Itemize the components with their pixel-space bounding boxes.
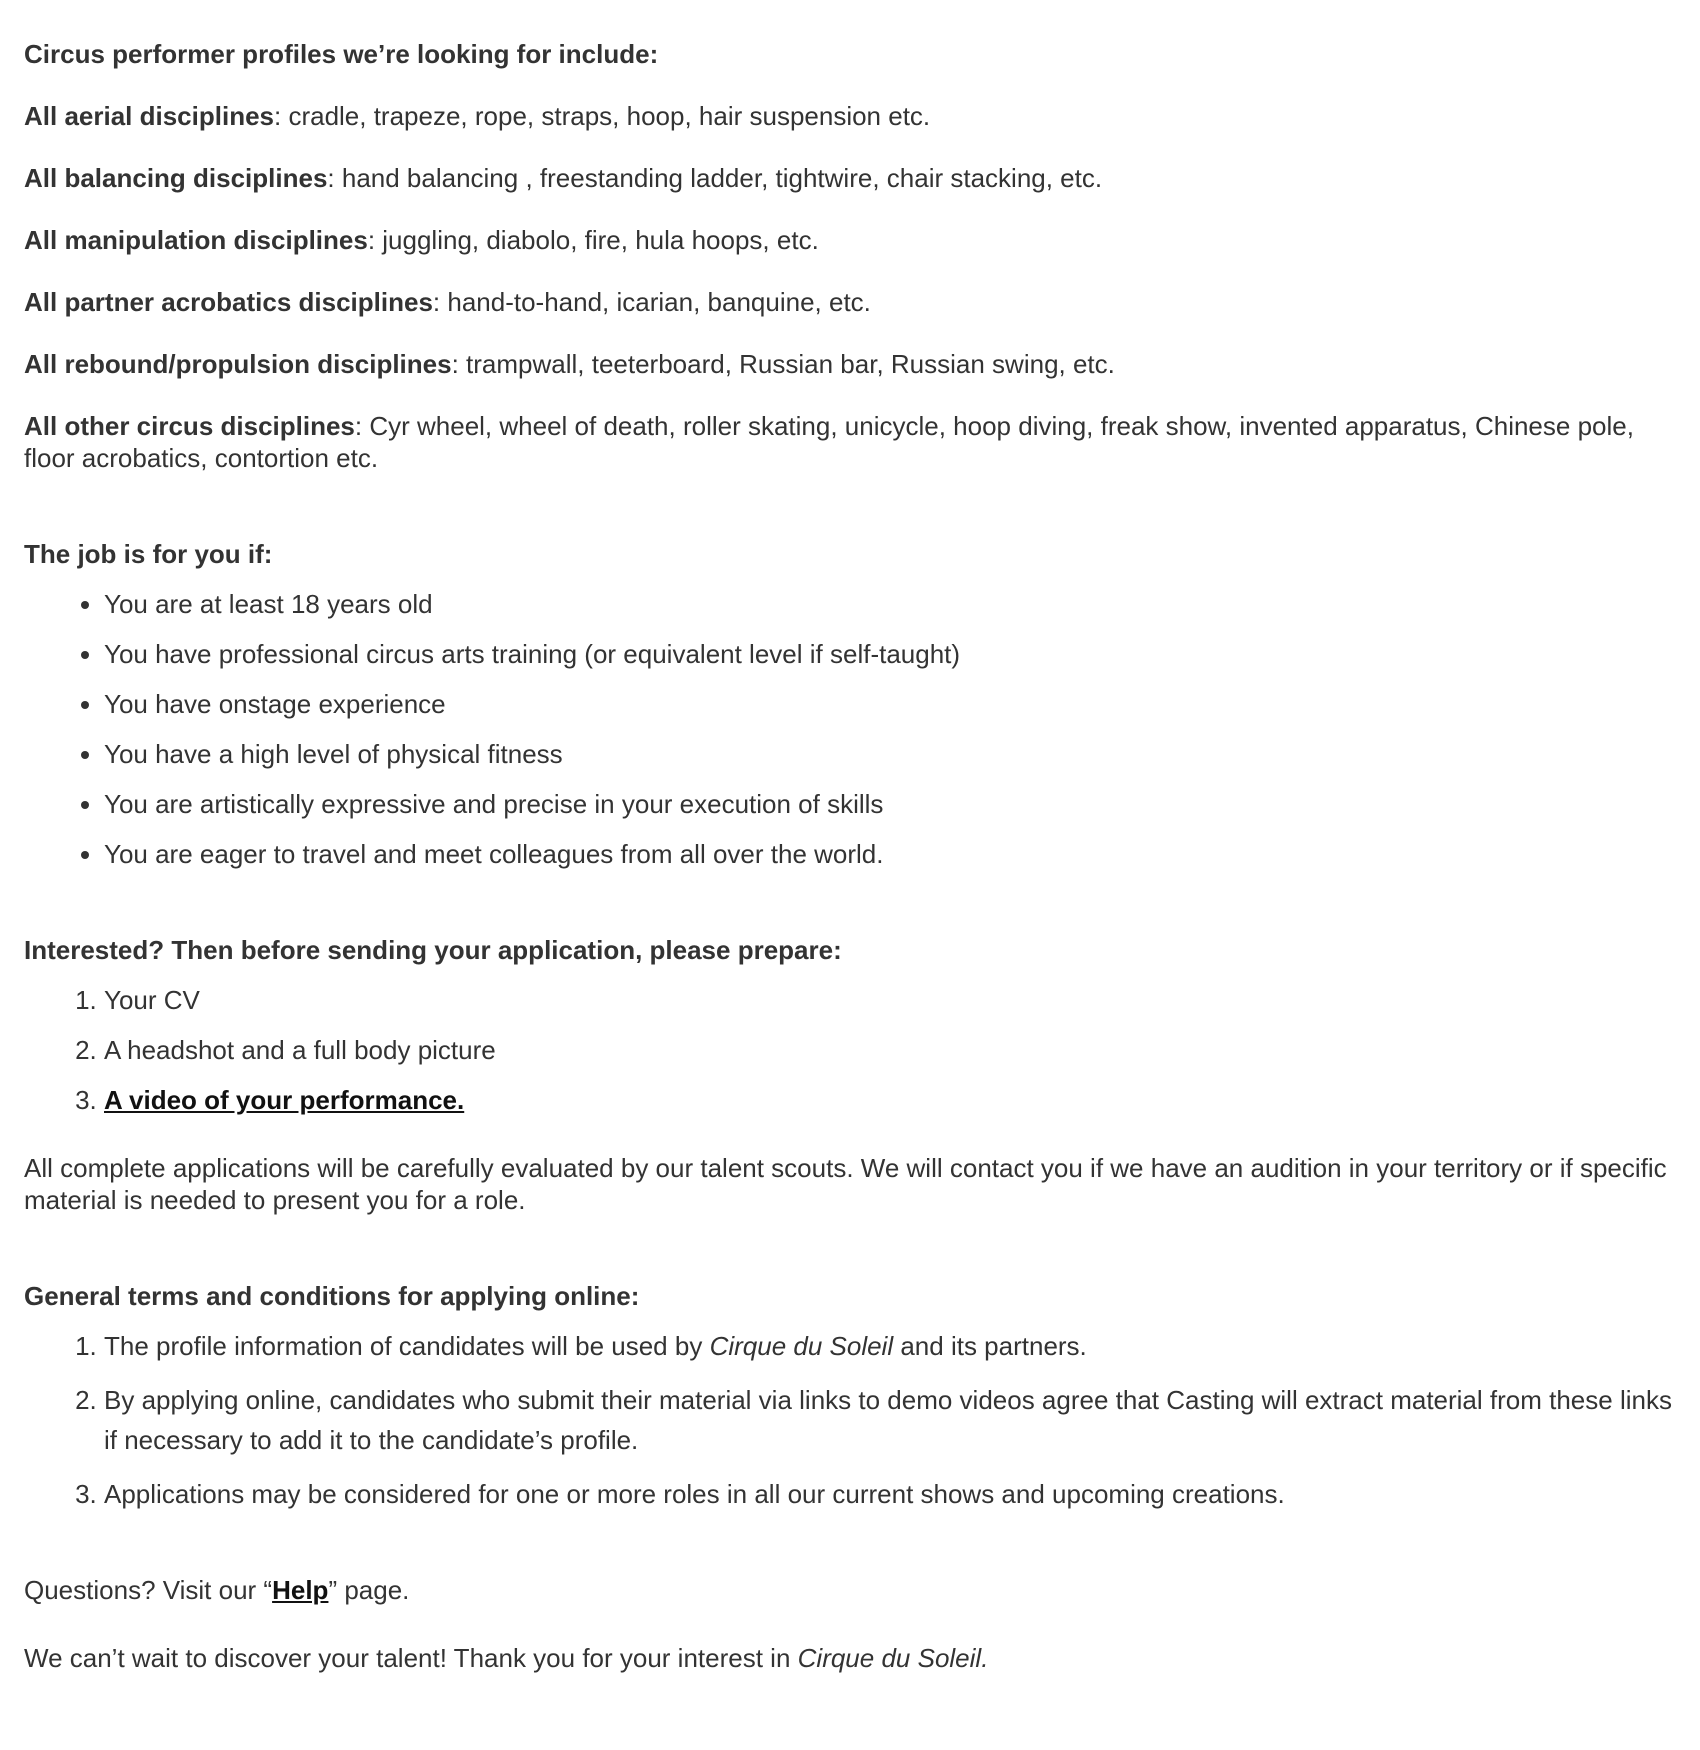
discipline-desc: : Cyr wheel, wheel of death, roller skating, unicycle, hoop diving, freak show, invented apparatus, Chinese pole, floor acrobatics, contortion etc. <box>24 411 1634 473</box>
discipline-desc: : juggling, diabolo, fire, hula hoops, etc. <box>367 225 819 255</box>
requirements-list <box>24 588 1676 870</box>
discipline-other <box>24 410 1676 474</box>
list-item: • You are artistically expressive and precise in your execution of skills <box>104 788 1676 820</box>
terms-list <box>24 1330 1676 1510</box>
thanks-line <box>24 1642 1676 1674</box>
term-text: and its partners. <box>893 1331 1087 1361</box>
discipline-name: All aerial disciplines <box>24 101 274 131</box>
list-item <box>104 1330 1676 1362</box>
disciplines-list <box>24 100 1676 474</box>
questions-text: ” page. <box>328 1575 410 1605</box>
brand-name: Cirque du Soleil <box>709 1331 894 1361</box>
discipline-desc: : cradle, trapeze, rope, straps, hoop, hair suspension etc. <box>274 101 931 131</box>
spacer <box>24 1510 1676 1574</box>
spacer <box>24 1216 1676 1280</box>
discipline-rebound <box>24 348 1676 380</box>
term-text: The profile information of candidates will be used by <box>104 1331 710 1361</box>
application-note: All complete applications will be carefully evaluated by our talent scouts. We will contact you if we have an audition in your territory or if specific material is needed to present you for a role. <box>24 1153 1667 1215</box>
discipline-desc: : hand balancing , freestanding ladder, tightwire, chair stacking, etc. <box>327 163 1103 193</box>
list-item: 2. By applying online, candidates who submit their material via links to demo videos agree that Casting will extract material from these links if necessary to add it to the candidate’s profile. <box>104 1380 1676 1460</box>
discipline-partner-acrobatics <box>24 286 1676 318</box>
discipline-name: All other circus disciplines <box>24 411 355 441</box>
discipline-name: All manipulation disciplines <box>24 225 368 255</box>
prepare-heading: Interested? Then before sending your application, please prepare: <box>24 935 842 965</box>
list-item: • You have professional circus arts training (or equivalent level if self-taught) <box>104 638 1676 670</box>
discipline-name: All partner acrobatics disciplines <box>24 287 433 317</box>
discipline-aerial <box>24 100 1676 132</box>
prepare-list <box>24 984 1676 1116</box>
list-item: • You are eager to travel and meet colleagues from all over the world. <box>104 838 1676 870</box>
list-item <box>104 1084 1676 1116</box>
discipline-desc: : trampwall, teeterboard, Russian bar, Russian swing, etc. <box>451 349 1115 379</box>
video-link[interactable]: A video of your performance. <box>104 1085 465 1115</box>
thanks-text: We can’t wait to discover your talent! Thank you for your interest in <box>24 1643 798 1673</box>
discipline-desc: : hand-to-hand, icarian, banquine, etc. <box>432 287 871 317</box>
discipline-manipulation <box>24 224 1676 256</box>
discipline-name: All balancing disciplines <box>24 163 328 193</box>
list-item: 1. Your CV <box>104 984 1676 1016</box>
list-item: • You are at least 18 years old <box>104 588 1676 620</box>
spacer <box>24 474 1676 538</box>
questions-line <box>24 1574 1676 1606</box>
brand-name: Cirque du Soleil. <box>797 1643 989 1673</box>
list-item: • You have a high level of physical fitness <box>104 738 1676 770</box>
spacer <box>24 870 1676 934</box>
questions-text: Questions? Visit our “ <box>24 1575 273 1605</box>
terms-heading: General terms and conditions for applying online: <box>24 1281 640 1311</box>
discipline-balancing <box>24 162 1676 194</box>
list-item: 2. A headshot and a full body picture <box>104 1034 1676 1066</box>
requirements-heading: The job is for you if: <box>24 539 273 569</box>
discipline-name: All rebound/propulsion disciplines <box>24 349 452 379</box>
help-link[interactable]: Help <box>272 1575 329 1605</box>
profiles-heading: Circus performer profiles we’re looking for include: <box>24 39 659 69</box>
list-item: • You have onstage experience <box>104 688 1676 720</box>
list-item: 3. Applications may be considered for one or more roles in all our current shows and upcoming creations. <box>104 1478 1676 1510</box>
